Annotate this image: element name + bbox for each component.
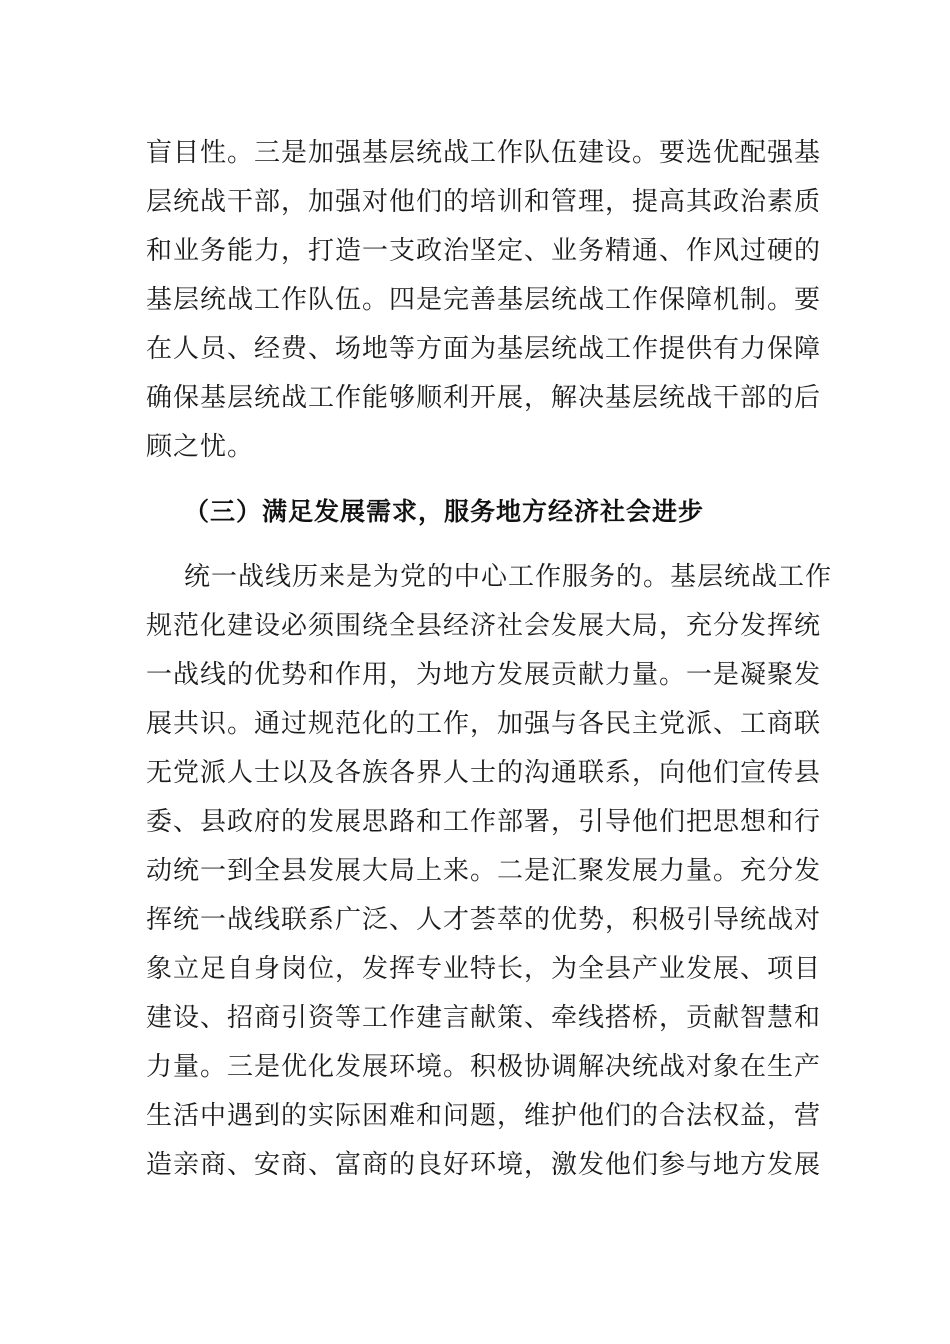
paragraph-line: 在人员、经费、场地等方面为基层统战工作提供有力保障: [146, 334, 822, 364]
paragraph-line: 建设、招商引资等工作建言献策、牵线搭桥，贡献智慧和: [146, 1003, 822, 1033]
section-heading: （三）满足发展需求，服务地方经济社会进步: [184, 497, 705, 526]
paragraph-line: 挥统一战线联系广泛、人才荟萃的优势，积极引导统战对: [146, 905, 822, 935]
paragraph-line: 造亲商、安商、富商的良好环境，激发他们参与地方发展: [146, 1150, 822, 1180]
paragraph-line: 规范化建设必须围绕全县经济社会发展大局，充分发挥统: [146, 611, 822, 641]
paragraph-line: 层统战干部，加强对他们的培训和管理，提高其政治素质: [146, 187, 822, 217]
paragraph-line: 基层统战工作队伍。四是完善基层统战工作保障机制。要: [146, 285, 822, 315]
paragraph-line: 动统一到全县发展大局上来。二是汇聚发展力量。充分发: [146, 856, 822, 886]
paragraph-line: 盲目性。三是加强基层统战工作队伍建设。要选优配强基: [146, 138, 822, 168]
paragraph-line: 统一战线历来是为党的中心工作服务的。基层统战工作: [184, 562, 833, 592]
paragraph-line: 力量。三是优化发展环境。积极协调解决统战对象在生产: [146, 1052, 822, 1082]
paragraph-line: 委、县政府的发展思路和工作部署，引导他们把思想和行: [146, 807, 822, 837]
paragraph-line: 顾之忧。: [146, 432, 255, 462]
paragraph-line: 确保基层统战工作能够顺利开展，解决基层统战干部的后: [146, 383, 822, 413]
paragraph-line: 无党派人士以及各族各界人士的沟通联系，向他们宣传县: [146, 758, 822, 788]
paragraph-line: 和业务能力，打造一支政治坚定、业务精通、作风过硬的: [146, 236, 822, 266]
paragraph-line: 生活中遇到的实际困难和问题，维护他们的合法权益，营: [146, 1101, 822, 1131]
paragraph-line: 一战线的优势和作用，为地方发展贡献力量。一是凝聚发: [146, 660, 822, 690]
paragraph-line: 展共识。通过规范化的工作，加强与各民主党派、工商联: [146, 709, 822, 739]
paragraph-line: 象立足自身岗位，发挥专业特长，为全县产业发展、项目: [146, 954, 822, 984]
